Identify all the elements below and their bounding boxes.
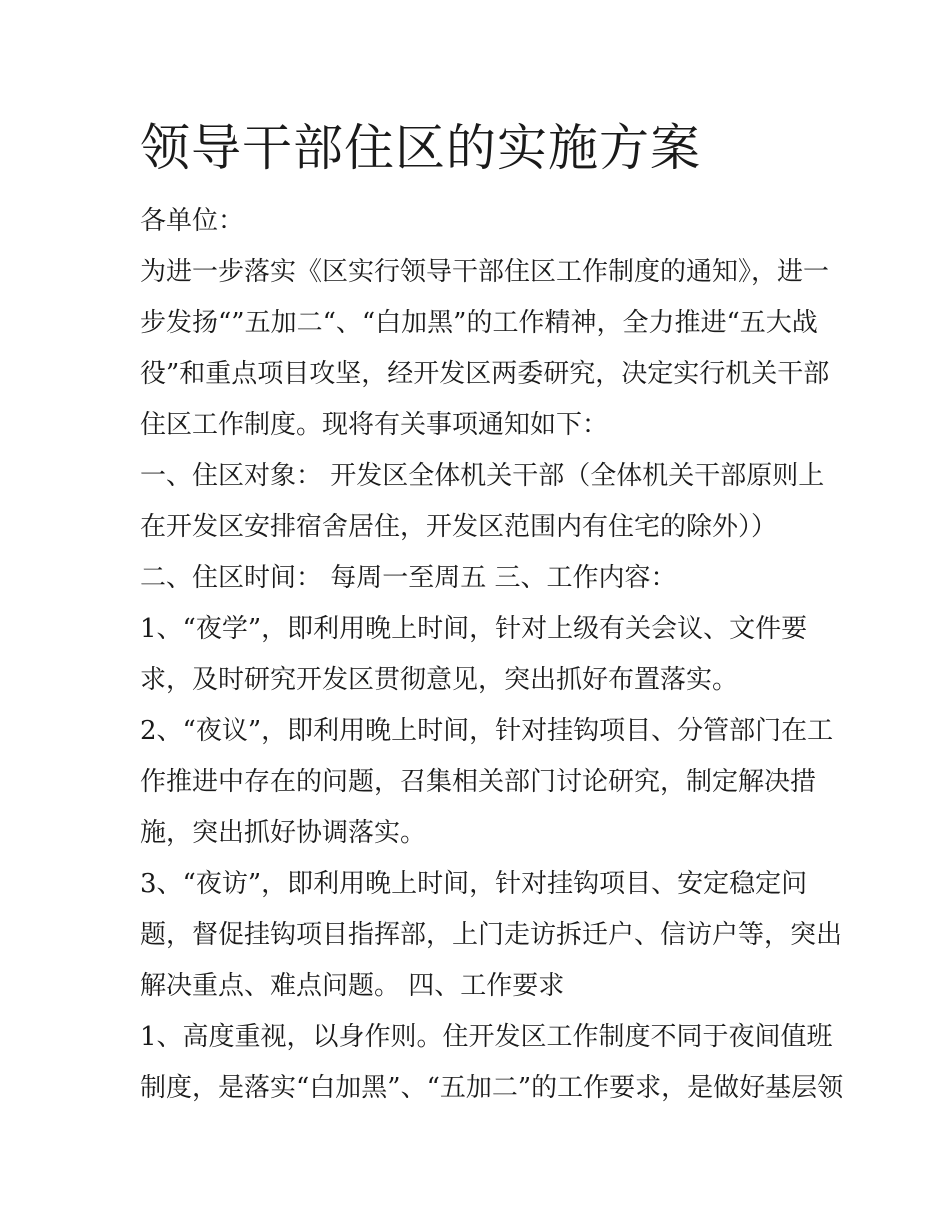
body-line: 1、“夜学”，即利用晚上时间，针对上级有关会议、文件要	[140, 614, 808, 644]
body-line: 3、“夜访”，即利用晚上时间，针对挂钩项目、安定稳定问	[140, 869, 808, 899]
body-line: 在开发区安排宿舍居住，开发区范围内有住宅的除外））	[140, 512, 778, 542]
body-line: 住区工作制度。现将有关事项通知如下：	[140, 410, 609, 440]
body-line: 解决重点、难点问题。 四、工作要求	[140, 971, 565, 1001]
body-line: 2、“夜议”，即利用晚上时间，针对挂钩项目、分管部门在工	[140, 716, 834, 746]
body-line: 求，及时研究开发区贯彻意见，突出抓好布置落实。	[140, 665, 739, 695]
body-line: 为进一步落实《区实行领导干部住区工作制度的通知》，进一	[140, 257, 830, 287]
body-line-salutation: 各单位：	[140, 206, 245, 236]
body-line: 步发扬“”五加二“、“白加黑”的工作精神，全力推进“五大战	[140, 308, 818, 338]
body-line: 施，突出抓好协调落实。	[140, 818, 427, 848]
body-line: 制度，是落实“白加黑”、“五加二”的工作要求，是做好基层领	[140, 1073, 844, 1103]
body-line: 题，督促挂钩项目指挥部，上门走访拆迁户、信访户等，突出	[140, 920, 843, 950]
body-line: 一、住区对象： 开发区全体机关干部（全体机关干部原则上	[140, 461, 825, 491]
body-line: 二、住区时间： 每周一至周五 三、工作内容：	[140, 563, 677, 593]
body-line: 役”和重点项目攻坚，经开发区两委研究，决定实行机关干部	[140, 359, 830, 389]
body-line: 作推进中存在的问题，召集相关部门讨论研究，制定解决措	[140, 767, 817, 797]
body-line: 1、高度重视，以身作则。住开发区工作制度不同于夜间值班	[140, 1022, 833, 1052]
document-title: 领导干部住区的实施方案	[140, 119, 701, 177]
